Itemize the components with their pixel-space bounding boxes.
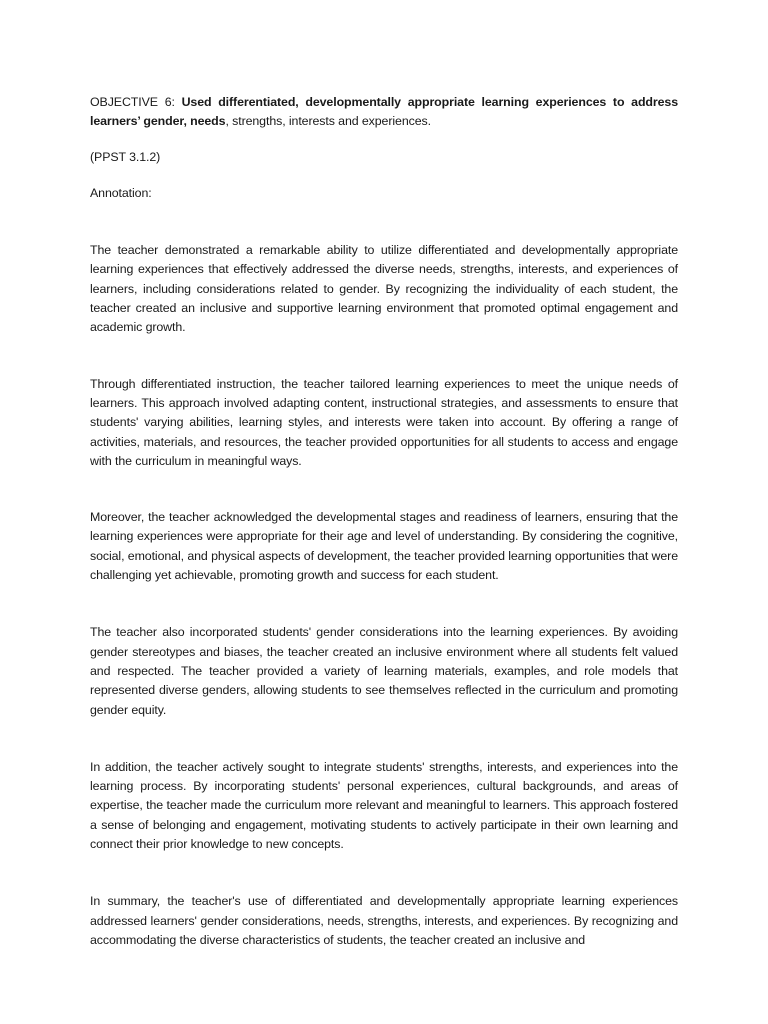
paragraph-gender-considerations: The teacher also incorporated students' gender considerations into the learning experiences. By avoiding gender stereotypes and biases, the teacher created an inclusive environment where all students felt valued and respected. The teacher provided a variety of learning materials, examples, and role models that represented diverse genders, allowing students to see themselves reflected in the curriculum and promoting gender equity. [90,625,678,717]
paragraph-summary: In summary, the teacher's use of differentiated and developmentally appropriate learning experiences addressed learners' gender considerations, needs, strengths, interests, and experiences. By recognizing and accommodating the diverse characteristics of students, the teacher created an inclusive and [90,894,678,947]
document-body [90,93,678,950]
objective-bold-text: Used differentiated, developmentally appropriate learning experiences to address learners’ gender, needs [90,95,678,129]
objective-heading [90,93,678,132]
paragraph-developmental-stages: Moreover, the teacher acknowledged the developmental stages and readiness of learners, ensuring that the learning experiences were appropriate for their age and level of understanding. By considering the cognitive, social, emotional, and physical aspects of development, the teacher provided learning opportunities that were challenging yet achievable, promoting growth and success for each student. [90,510,678,583]
objective-tail-text: , strengths, interests and experiences. [225,114,431,129]
annotation-label: Annotation: [90,185,152,200]
ppst-reference: (PPST 3.1.2) [90,149,161,164]
paragraph-differentiated-instruction: Through differentiated instruction, the teacher tailored learning experiences to meet the unique needs of learners. This approach involved adapting content, instructional strategies, and assessments to ensure that students' varying abilities, learning styles, and interests were taken into account. By offering a range of activities, materials, and resources, the teacher provided opportunities for all students to access and engage with the curriculum in meaningful ways. [90,376,678,468]
objective-lead: OBJECTIVE 6: [90,95,182,109]
paragraph-ability: The teacher demonstrated a remarkable ability to utilize differentiated and developmentally appropriate learning experiences that effectively addressed the diverse needs, strengths, interests, and experiences of learners, including considerations related to gender. By recognizing the individuality of each student, the teacher created an inclusive and supportive learning environment that promoted optimal engagement and academic growth. [90,243,678,335]
paragraph-strengths-interests: In addition, the teacher actively sought to integrate students' strengths, interests, and experiences into the learning process. By incorporating students' personal experiences, cultural backgrounds, and areas of expertise, the teacher made the curriculum more relevant and meaningful to learners. This approach fostered a sense of belonging and engagement, motivating students to actively participate in their own learning and connect their prior knowledge to new concepts. [90,759,678,852]
